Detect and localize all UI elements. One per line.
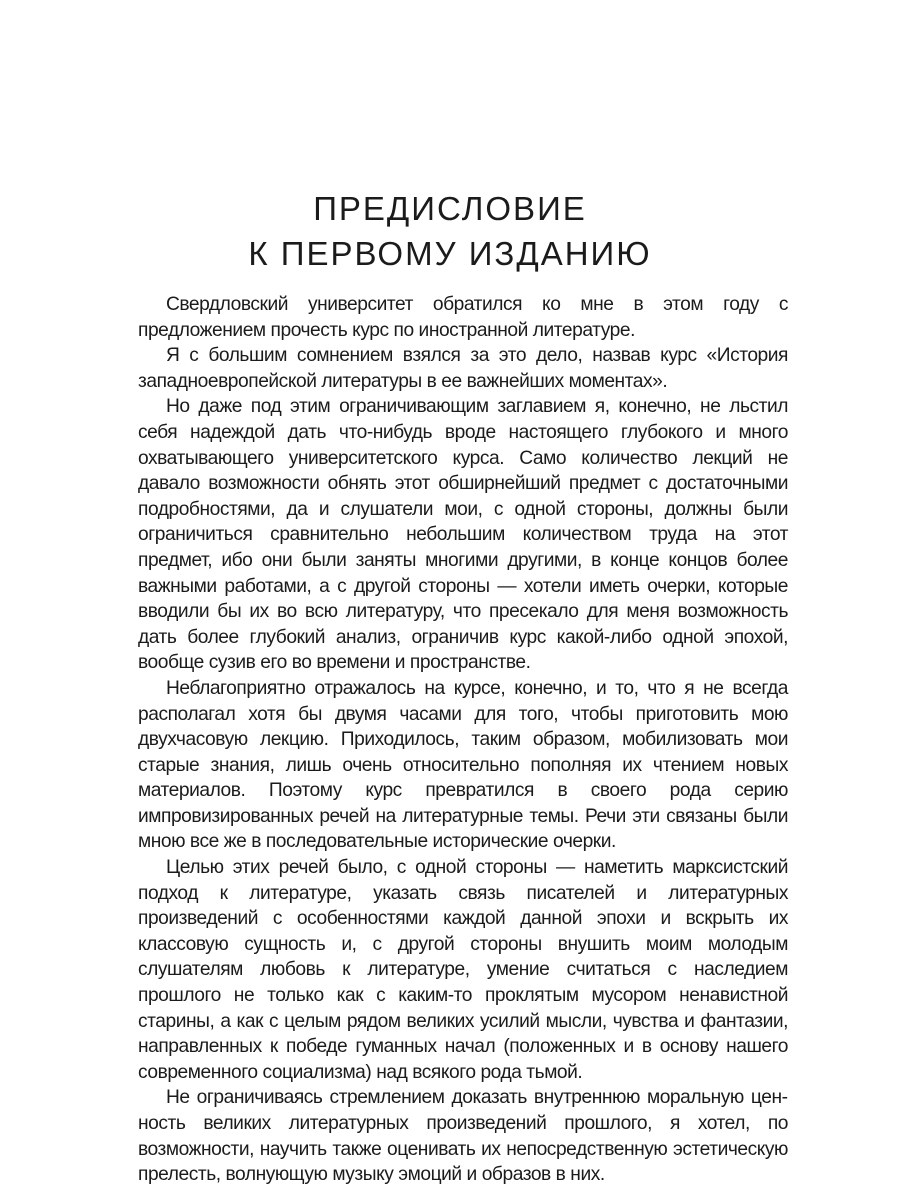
paragraph: Целью этих речей было, с одной стороны — наметить марксистский подход к литературе, указать связь писателей и литературных произведений с особенностями каждой данной эпохи и вскрыть их классовую сущность и, с другой стороны внушить моим молодым слушателям любовь к литературе, умение считаться с наследием прошлого не только как с каким-то проклятым мусором ненавистной старины, а как с целым рядом великих усилий мысли, чувства и фантазии, направленных к победе гуманных начал (положенных и в основу нашего современного социализма) над всякого рода тьмой.: [138, 857, 788, 1083]
page-title: [0, 186, 900, 276]
paragraph: Но даже под этим ограничивающим заглавием я, конечно, не льстил себя надеждой дать что-нибудь вроде настоящего глубокого и много охватывающего университетского курса. Само количество лекций не давало возможности обнять этот обширнейший предмет с достаточными подробностями, да и слушатели мои, с одной стороны, должны были ограничиться сравнительно небольшим количеством труда на этот предмет, ибо они были заняты многими другими, в конце концов более важными работами, а с другой стороны — хотели иметь очерки, которые вводили бы их во всю литературу, что пресекало для меня возможность дать более глубокий анализ, ограничив курс какой-либо одной эпохой, вообще сузив его во времени и пространстве.: [138, 396, 788, 674]
title-line-1: ПРЕДИСЛОВИЕ: [313, 190, 587, 227]
title-line-2: К ПЕРВОМУ ИЗДАНИЮ: [248, 235, 652, 272]
paragraph: Неблагоприятно отражалось на курсе, конечно, и то, что я не всегда располагал хотя бы двумя часами для того, чтобы приготовить мою двухчасовую лекцию. Приходилось, таким образом, мобилизовать мои старые знания, лишь очень относительно пополняя их чтением новых материалов. Поэтому курс превратился в своего рода серию импровизированных речей на литературные темы. Речи эти связаны были мною все же в последовательные исторические очерки.: [138, 677, 788, 853]
paragraph: Не ограничиваясь стремлением доказать внутреннюю моральную ценность великих литературных произведений прошлого, я хотел, по возможности, научить также оценивать их непосредственную эстетическую прелесть, волнующую музыку эмоций и образов в них.: [138, 1087, 788, 1186]
body-text: [138, 292, 788, 1188]
paragraph: Свердловский университет обратился ко мне в этом году с предложением прочесть курс по иностранной литературе.: [138, 294, 788, 341]
paragraph: Я с большим сомнением взялся за это дело, назвав курс «История западноевропейской литературы в ее важнейших моментах».: [138, 345, 788, 392]
